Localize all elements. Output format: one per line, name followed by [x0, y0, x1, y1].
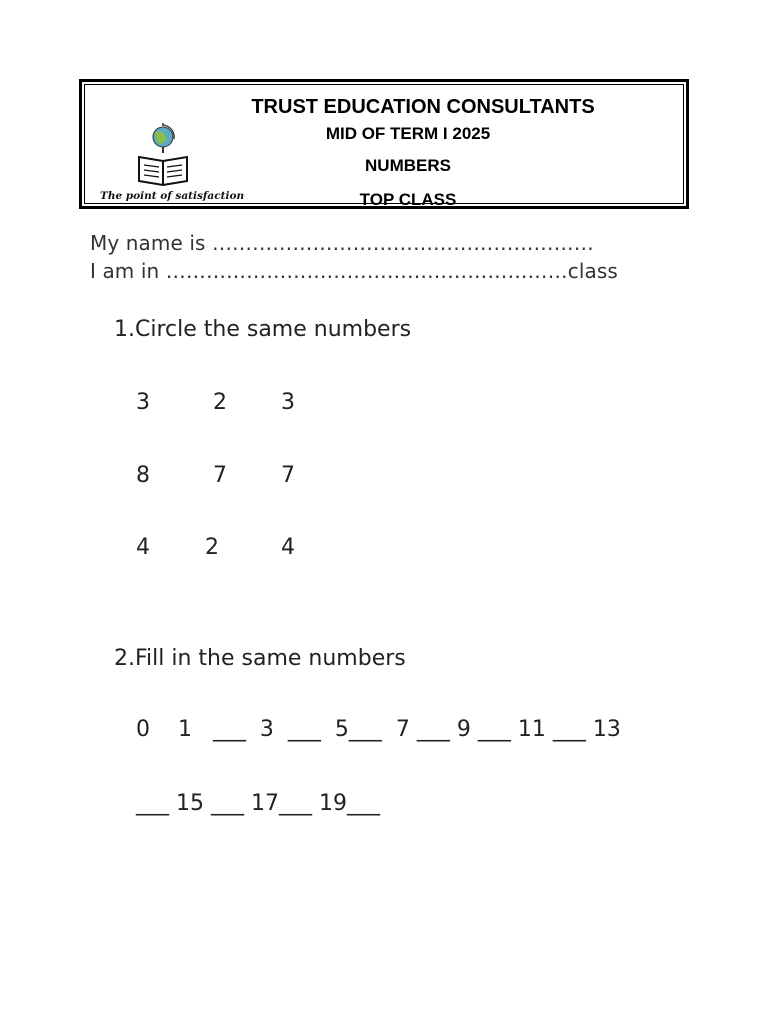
tagline: The point of satisfaction: [100, 190, 245, 202]
question-1-title: 1.Circle the same numbers: [114, 317, 412, 342]
number-item[interactable]: 4: [281, 535, 295, 560]
exam-term: MID OF TERM I 2025: [325, 124, 491, 143]
class-line[interactable]: I am in ……………………………………………………class: [90, 259, 618, 283]
number-item[interactable]: 3: [136, 390, 150, 415]
sequence-line-2[interactable]: ___ 15 ___ 17___ 19___: [136, 791, 380, 816]
number-item[interactable]: 2: [205, 535, 219, 560]
question-2-title: 2.Fill in the same numbers: [114, 646, 406, 671]
number-item[interactable]: 2: [213, 390, 227, 415]
header-box: [79, 79, 689, 209]
sequence-line-1[interactable]: 0 1 ___ 3 ___ 5___ 7 ___ 9 ___ 11 ___ 13: [136, 717, 621, 742]
number-item[interactable]: 8: [136, 463, 150, 488]
subject-title: NUMBERS: [365, 156, 451, 175]
organization-title: TRUST EDUCATION CONSULTANTS: [251, 96, 595, 118]
header-inner-border: [84, 84, 684, 209]
number-item[interactable]: 7: [213, 463, 227, 488]
class-level: TOP CLASS: [359, 190, 457, 209]
number-item[interactable]: 7: [281, 463, 295, 488]
number-item[interactable]: 3: [281, 390, 295, 415]
number-item[interactable]: 4: [136, 535, 150, 560]
name-line[interactable]: My name is …………………………………………………: [90, 231, 594, 255]
